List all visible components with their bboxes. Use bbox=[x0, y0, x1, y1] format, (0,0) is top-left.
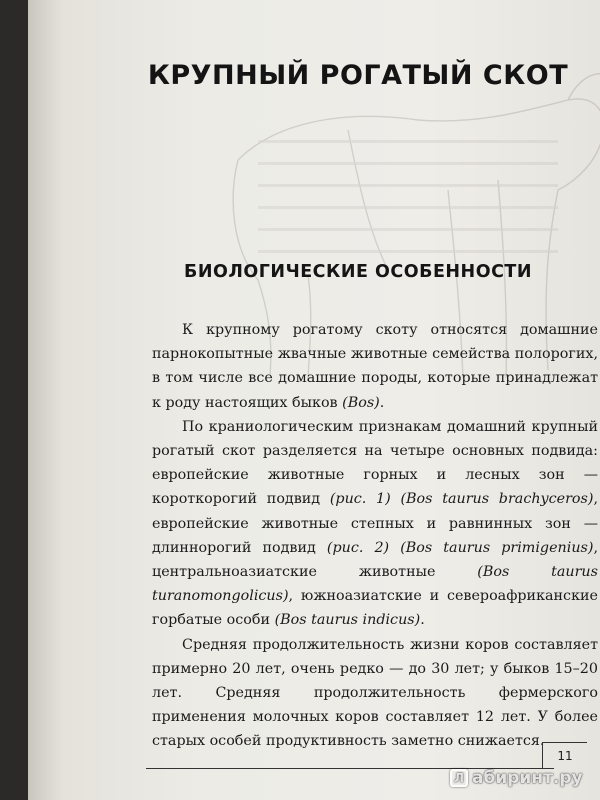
section-title: БИОЛОГИЧЕСКИЕ ОСОБЕННОСТИ bbox=[184, 262, 532, 282]
paragraph-2-end: . bbox=[420, 612, 425, 629]
watermark bbox=[450, 762, 594, 794]
latin-term: (Bos taurus turanomongolicus) bbox=[152, 564, 598, 605]
paragraph-1-text: К крупному рогатому скоту относятся домашние парнокопытные жвачные животные семейства полорогих, в том числе все домашние породы, которые принадлежат к роду настоящих быков bbox=[152, 322, 598, 411]
paragraph-2-text: , южноазиатские и североафриканские горбатые особи bbox=[152, 588, 598, 629]
watermark-text: абиринт.ру bbox=[472, 768, 583, 788]
labyrinth-logo-icon: Л bbox=[450, 769, 468, 787]
paragraph-3: Средняя продолжительность жизни коров составляет примерно 20 лет, очень редко — до 30 лет; у быков 15–20 лет. Средняя продолжительность фермерского применения молочных коров составляет 12 лет. У более старых особей продуктивность заметно снижается. bbox=[152, 636, 598, 750]
paragraph-2-text: , европейские животные степных и равнинных зон — длиннорогий подвид bbox=[152, 491, 598, 556]
chapter-title: КРУПНЫЙ РОГАТЫЙ СКОТ bbox=[147, 60, 569, 91]
latin-term: (рис. 2) (Bos taurus primigenius) bbox=[326, 539, 594, 556]
body-text bbox=[152, 318, 598, 754]
latin-term: (Bos taurus indicus) bbox=[274, 612, 421, 629]
paragraph-2-text: По краниологическим признакам домашний крупный рогатый скот разделяется на четыре основных подвида: европейские животные горных и лесных зон — короткорогий подвид bbox=[152, 418, 598, 508]
paragraph-2-text: , центральноазиатские животные bbox=[152, 539, 598, 581]
paragraph-1-end: . bbox=[379, 394, 385, 411]
paragraph-2 bbox=[152, 415, 598, 633]
paragraph-1 bbox=[152, 318, 598, 415]
latin-term: (рис. 1) (Bos taurus brachyceros) bbox=[329, 491, 594, 508]
book-page bbox=[28, 0, 600, 800]
latin-term: (Bos) bbox=[342, 394, 380, 411]
page-number: 11 bbox=[542, 742, 587, 769]
